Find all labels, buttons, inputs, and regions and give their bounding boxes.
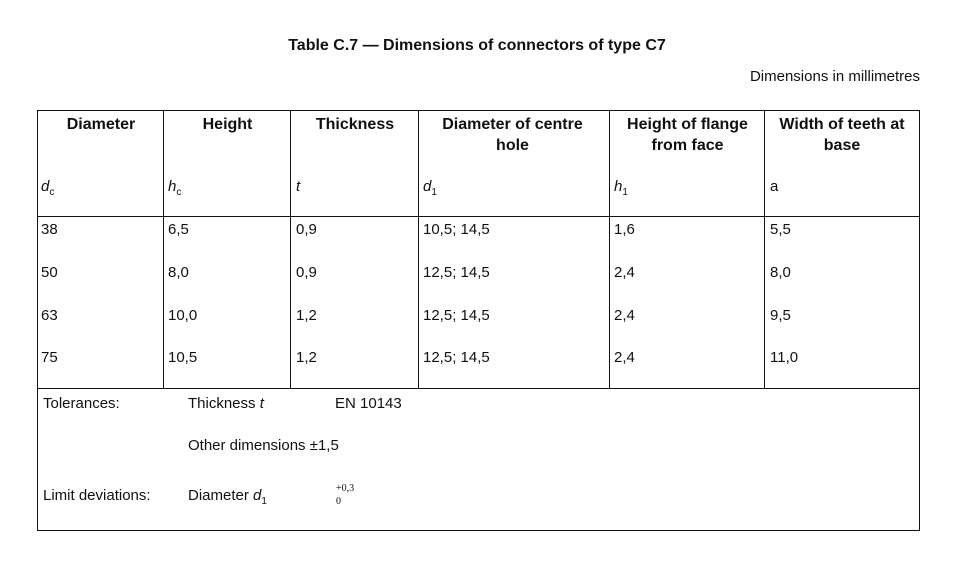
deviation-values	[336, 482, 354, 508]
body-divider	[37, 388, 920, 389]
table-cell: 38	[41, 221, 58, 238]
table-cell: 11,0	[770, 349, 799, 366]
table-cell: 6,5	[168, 221, 189, 238]
column-divider	[163, 110, 164, 389]
header-teeth-width: Width of teeth at base	[779, 116, 905, 154]
column-divider	[609, 110, 610, 389]
table-cell: 12,5; 14,5	[423, 349, 490, 366]
table-cell: 9,5	[770, 307, 791, 324]
table-cell: 10,5; 14,5	[423, 221, 490, 238]
symbol-a: a	[770, 178, 779, 195]
table-cell: 10,5	[168, 349, 198, 366]
table-cell: 50	[41, 264, 58, 281]
units-note: Dimensions in millimetres	[749, 68, 920, 85]
header-divider	[37, 216, 920, 217]
symbol-h1: $h_1$	[614, 178, 628, 198]
symbol-t: t	[296, 178, 301, 195]
table-cell: 63	[41, 307, 58, 324]
limit-deviations-label: Limit deviations:	[43, 487, 151, 504]
table-title: Table C.7 — Dimensions of connectors of type C7	[288, 37, 666, 54]
tolerance-thickness: Thickness t	[188, 395, 264, 412]
table-cell: 10,0	[168, 307, 198, 324]
header-thickness: Thickness	[315, 116, 395, 133]
table-cell: 1,2	[296, 307, 317, 324]
header-centre-hole: Diameter of centre hole	[442, 116, 583, 154]
table-cell: 12,5; 14,5	[423, 307, 490, 324]
table-cell: 2,4	[614, 264, 635, 281]
table-cell: 1,2	[296, 349, 317, 366]
tolerance-other: Other dimensions ±1,5	[188, 437, 339, 454]
table-cell: 2,4	[614, 349, 635, 366]
deviation-upper: +0,3	[336, 483, 355, 494]
symbol-dc: $d_c$	[41, 178, 55, 198]
header-flange-height: Height of flange from face	[627, 116, 748, 154]
column-divider	[764, 110, 765, 389]
limit-deviation-diameter: Diameter $d_1$	[188, 487, 267, 507]
table-cell: 0,9	[296, 221, 317, 238]
header-diameter: Diameter	[66, 116, 136, 133]
table-cell: 8,0	[168, 264, 189, 281]
table-cell: 5,5	[770, 221, 791, 238]
tolerance-thickness-value: EN 10143	[335, 395, 402, 412]
table-cell: 1,6	[614, 221, 635, 238]
table-cell: 75	[41, 349, 58, 366]
deviation-lower: 0	[336, 496, 341, 507]
header-height: Height	[202, 116, 253, 133]
column-divider	[290, 110, 291, 389]
table-cell: 2,4	[614, 307, 635, 324]
tolerances-label: Tolerances:	[43, 395, 120, 412]
table-cell: 8,0	[770, 264, 791, 281]
symbol-d1: $d_1$	[423, 178, 437, 198]
table-cell: 0,9	[296, 264, 317, 281]
table-cell: 12,5; 14,5	[423, 264, 490, 281]
column-divider	[418, 110, 419, 389]
symbol-hc: $h_c$	[168, 178, 182, 198]
